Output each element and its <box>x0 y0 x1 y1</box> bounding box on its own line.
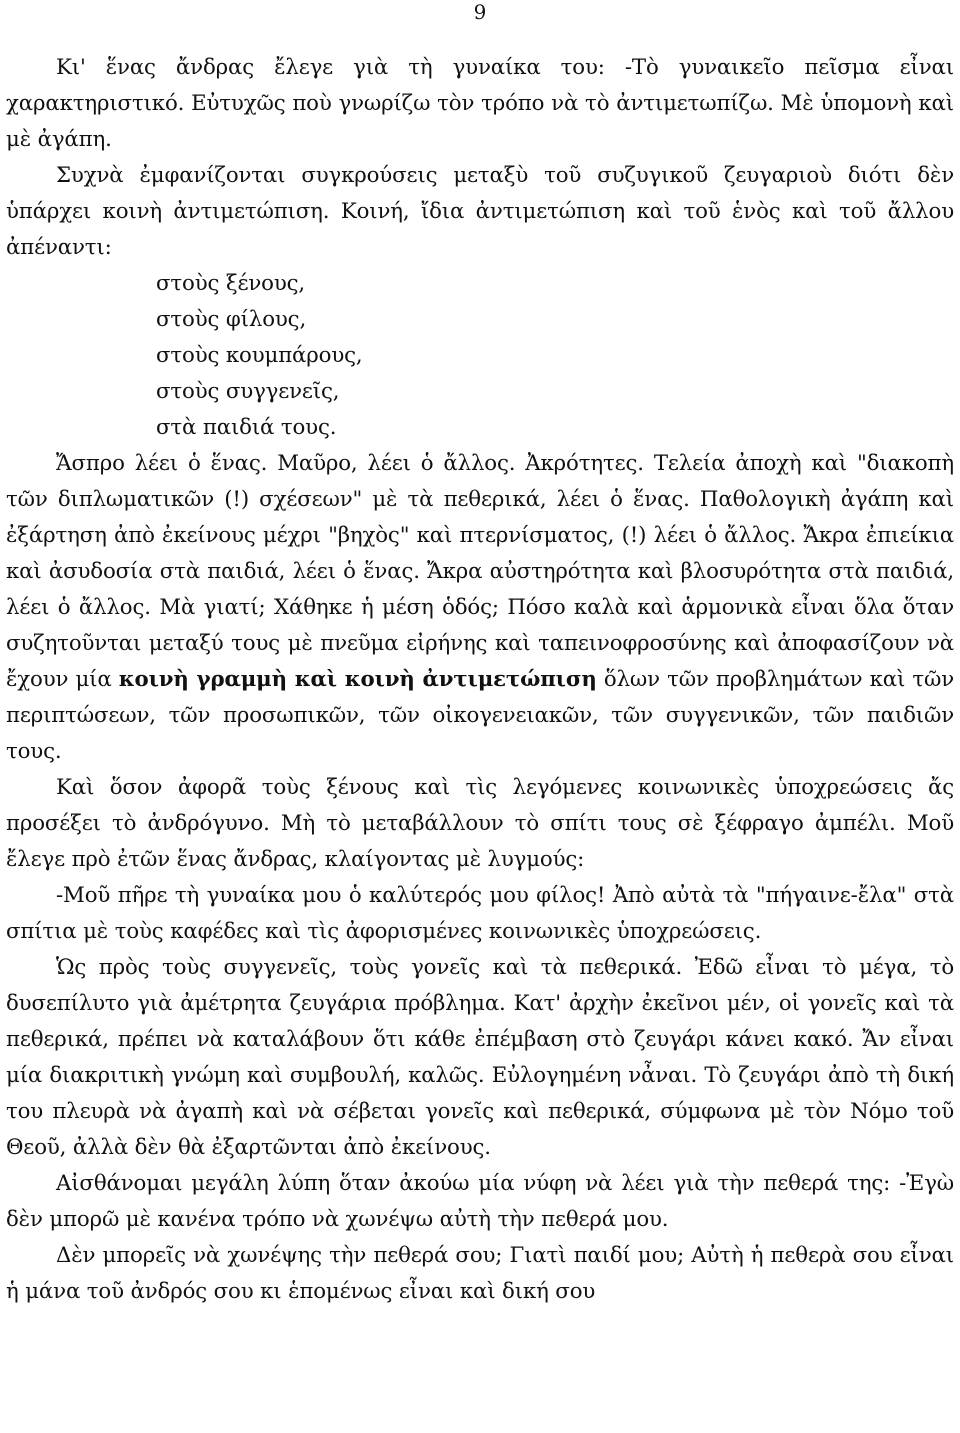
list-item: στοὺς ξένους, <box>156 271 306 296</box>
paragraph-8: Δὲν μπορεῖς νὰ χωνέψης τὴν πεθερά σου; Γιατὶ παιδί μου; Αὐτὴ ἡ πεθερὰ σου εἶναι ἡ μάνα τοῦ ἀνδρός σου κι ἑπομένως εἶναι καὶ δική σου <box>6 1243 954 1304</box>
paragraph-3-text-before: Ἄσπρο λέει ὁ ἕνας. Μαῦρο, λέει ὁ ἄλλος. Ἀκρότητες. Τελεία ἀποχὴ καὶ "διακοπὴ τῶν διπλωματικῶν (!) σχέσεων" μὲ τὰ πεθερικά, λέει ὁ ἕνας. Παθολογικὴ ἀγάπη καὶ ἐξάρτηση ἀπὸ ἐκείνους μέχρι "βηχὸς" καὶ πτερνίσματος, (!) λέει ὁ ἄλλος. Ἄκρα ἐπιείκια καὶ ἀσυδοσία στὰ παιδιά, λέει ὁ ἕνας. Ἄκρα αὐστηρότητα καὶ βλοσυρότητα στὰ παιδιά, λέει ὁ ἄλλος. Μὰ γιατί; Χάθηκε ἡ μέση ὁδός; Πόσο καλὰ καὶ ἁρμονικὰ εἶναι ὅλα ὅταν συζητοῦνται μεταξύ τους μὲ πνεῦμα εἰρήνης καὶ ταπεινοφροσύνης καὶ ἀποφασίζουν νὰ ἔχουν μία <box>6 451 954 692</box>
paragraph-3 <box>6 446 954 770</box>
list-item: στοὺς κουμπάρους, <box>156 343 363 368</box>
page-number: 9 <box>473 0 487 24</box>
paragraph-1: Κι' ἕνας ἄνδρας ἔλεγε γιὰ τὴ γυναίκα του: -Τὸ γυναικεῖο πεῖσμα εἶναι χαρακτηριστικό. Εὐτυχῶς ποὺ γνωρίζω τὸν τρόπο νὰ τὸ ἀντιμετωπίζω. Μὲ ὑπομονὴ καὶ μὲ ἀγάπη. <box>6 55 954 152</box>
page-body <box>6 50 954 1310</box>
list-item: στὰ παιδιά τους. <box>156 415 337 440</box>
paragraph-7: Αἰσθάνομαι μεγάλη λύπη ὅταν ἀκούω μία νύφη νὰ λέει γιὰ τὴν πεθερά της: -Ἐγὼ δὲν μπορῶ μὲ κανένα τρόπο νὰ χωνέψω αὐτὴ τὴν πεθερά μου. <box>6 1171 954 1232</box>
paragraph-4: Καὶ ὅσον ἀφορᾶ τοὺς ξένους καὶ τὶς λεγόμενες κοινωνικὲς ὑποχρεώσεις ἄς προσέξει τὸ ἀνδρόγυνο. Μὴ τὸ μεταβάλλουν τὸ σπίτι τους σὲ ξέφραγο ἀμπέλι. Μοῦ ἔλεγε πρὸ ἐτῶν ἕνας ἄνδρας, κλαίγοντας μὲ λυγμούς: <box>6 775 954 872</box>
audience-list <box>6 266 954 446</box>
list-item: στοὺς συγγενεῖς, <box>156 379 340 404</box>
paragraph-3-text-after: ὅλων τῶν προβλημάτων καὶ τῶν περιπτώσεων, τῶν προσωπικῶν, τῶν οἰκογενειακῶν, τῶν συγγενικῶν, τῶν παιδιῶν τους. <box>6 667 955 764</box>
list-item: στοὺς φίλους, <box>156 307 307 332</box>
paragraph-5: -Μοῦ πῆρε τὴ γυναίκα μου ὁ καλύτερός μου φίλος! Ἀπὸ αὐτὰ τὰ "πήγαινε-ἔλα" στὰ σπίτια μὲ τοὺς καφέδες καὶ τὶς ἀφορισμένες κοινωνικὲς ὑποχρεώσεις. <box>6 883 954 944</box>
paragraph-2: Συχνὰ ἐμφανίζονται συγκρούσεις μεταξὺ τοῦ συζυγικοῦ ζευγαριοὺ διότι δὲν ὑπάρχει κοινὴ ἀντιμετώπιση. Κοινή, ἴδια ἀντιμετώπιση καὶ τοῦ ἑνὸς καὶ τοῦ ἄλλου ἀπέναντι: <box>6 163 954 260</box>
paragraph-3-bold-phrase: κοινὴ γραμμὴ καὶ κοινὴ ἀντιμετώπιση <box>118 667 597 692</box>
paragraph-6: Ὡς πρὸς τοὺς συγγενεῖς, τοὺς γονεῖς καὶ τὰ πεθερικά. Ἐδῶ εἶναι τὸ μέγα, τὸ δυσεπίλυτο γιὰ ἀμέτρητα ζευγάρια πρόβλημα. Κατ' ἀρχὴν ἐκεῖνοι μέν, οἱ γονεῖς καὶ τὰ πεθερικά, πρέπει νὰ καταλάβουν ὅτι κάθε ἐπέμβαση στὸ ζευγάρι κάνει κακό. Ἄν εἶναι μία διακριτικὴ γνώμη καὶ συμβουλή, καλῶς. Εὐλογημένη νἆναι. Τὸ ζευγάρι ἀπὸ τὴ δική του πλευρὰ νὰ ἀγαπὴ καὶ νὰ σέβεται γονεῖς καὶ πεθερικά, σύμφωνα μὲ τὸν Νόμο τοῦ Θεοῦ, ἀλλὰ δὲν θὰ ἐξαρτῶνται ἀπὸ ἐκείνους. <box>6 955 954 1160</box>
